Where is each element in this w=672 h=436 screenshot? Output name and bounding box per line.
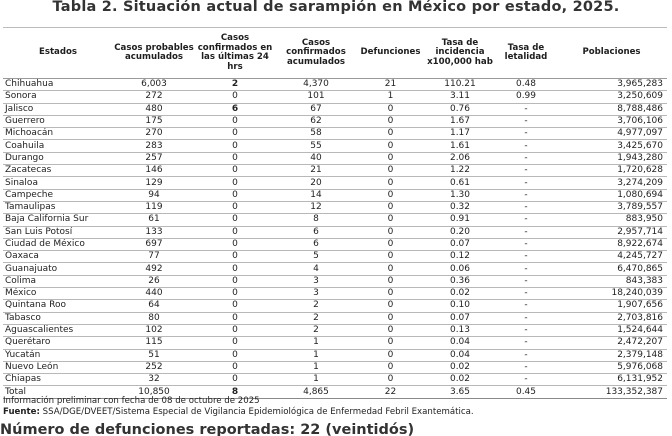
info-note: Información preliminar con fecha de 08 de octubre de 2025 — [3, 396, 260, 406]
cell-tasa-incidencia: 1.30 — [424, 189, 496, 201]
cell-casos-probables: 283 — [113, 140, 195, 152]
cell-tasa-letalidad: - — [496, 349, 556, 361]
cell-estado: Zacatecas — [3, 165, 113, 177]
cell-casos-confirmados: 2 — [275, 312, 357, 324]
header-poblaciones: Poblaciones — [556, 28, 667, 79]
cell-estado: Tamaulipas — [3, 201, 113, 213]
cell-poblacion: 133,352,387 — [556, 386, 667, 398]
cell-casos-confirmados: 2 — [275, 324, 357, 336]
cell-casos-confirmados: 8 — [275, 214, 357, 226]
cell-defunciones: 0 — [357, 177, 424, 189]
cell-casos-24hrs: 0 — [195, 349, 275, 361]
cell-tasa-letalidad: - — [496, 177, 556, 189]
cell-tasa-incidencia: 0.13 — [424, 324, 496, 336]
cell-casos-confirmados: 62 — [275, 115, 357, 127]
cell-defunciones: 0 — [357, 128, 424, 140]
cell-tasa-letalidad: 0.45 — [496, 386, 556, 398]
cell-poblacion: 3,789,557 — [556, 201, 667, 213]
cell-estado: Guerrero — [3, 115, 113, 127]
cell-tasa-incidencia: 0.10 — [424, 300, 496, 312]
header-defunciones: Defunciones — [357, 28, 424, 79]
cell-casos-24hrs: 0 — [195, 177, 275, 189]
cell-tasa-incidencia: 3.11 — [424, 91, 496, 103]
table-row — [3, 288, 667, 300]
cell-estado: Chiapas — [3, 374, 113, 386]
cell-casos-24hrs: 0 — [195, 238, 275, 250]
cell-tasa-incidencia: 0.07 — [424, 312, 496, 324]
cell-tasa-letalidad: - — [496, 226, 556, 238]
cell-defunciones: 0 — [357, 300, 424, 312]
table-row — [3, 238, 667, 250]
cell-tasa-letalidad: - — [496, 238, 556, 250]
cell-estado: Chihuahua — [3, 79, 113, 91]
cell-casos-probables: 440 — [113, 288, 195, 300]
cell-tasa-incidencia: 3.65 — [424, 386, 496, 398]
cell-poblacion: 3,425,670 — [556, 140, 667, 152]
cell-tasa-letalidad: - — [496, 103, 556, 115]
cell-poblacion: 843,383 — [556, 275, 667, 287]
cell-casos-probables: 115 — [113, 337, 195, 349]
cell-poblacion: 18,240,039 — [556, 288, 667, 300]
table-title: Tabla 2. Situación actual de sarampión en México por estado, 2025. — [52, 0, 620, 15]
cell-casos-probables: 480 — [113, 103, 195, 115]
cell-estado: Querétaro — [3, 337, 113, 349]
cell-tasa-incidencia: 1.22 — [424, 165, 496, 177]
table-row — [3, 226, 667, 238]
cell-tasa-incidencia: 0.04 — [424, 349, 496, 361]
cell-defunciones: 0 — [357, 115, 424, 127]
cell-defunciones: 0 — [357, 349, 424, 361]
cell-casos-confirmados: 5 — [275, 251, 357, 263]
cell-tasa-letalidad: - — [496, 165, 556, 177]
cell-tasa-incidencia: 1.61 — [424, 140, 496, 152]
cell-estado: México — [3, 288, 113, 300]
cell-defunciones: 21 — [357, 79, 424, 91]
table-row — [3, 115, 667, 127]
table-row — [3, 349, 667, 361]
cell-estado: Quintana Roo — [3, 300, 113, 312]
cell-casos-probables: 10,850 — [113, 386, 195, 398]
cell-casos-probables: 252 — [113, 361, 195, 373]
cell-casos-confirmados: 4,865 — [275, 386, 357, 398]
cell-casos-confirmados: 40 — [275, 152, 357, 164]
cell-casos-confirmados: 12 — [275, 201, 357, 213]
table-row — [3, 91, 667, 103]
cell-casos-probables: 133 — [113, 226, 195, 238]
header-estados: Estados — [3, 28, 113, 79]
cell-estado: Baja California Sur — [3, 214, 113, 226]
cell-defunciones: 1 — [357, 91, 424, 103]
cell-tasa-letalidad: - — [496, 324, 556, 336]
cell-casos-confirmados: 55 — [275, 140, 357, 152]
cell-tasa-letalidad: 0.48 — [496, 79, 556, 91]
table-row — [3, 214, 667, 226]
cell-defunciones: 0 — [357, 152, 424, 164]
cell-casos-24hrs: 0 — [195, 263, 275, 275]
cell-casos-24hrs: 0 — [195, 152, 275, 164]
cell-defunciones: 0 — [357, 238, 424, 250]
table-row — [3, 300, 667, 312]
cell-casos-24hrs: 0 — [195, 275, 275, 287]
cell-poblacion: 1,720,628 — [556, 165, 667, 177]
header-casos-probables: Casos probables acumulados — [113, 28, 195, 79]
table-row — [3, 103, 667, 115]
cell-poblacion: 883,950 — [556, 214, 667, 226]
cell-casos-confirmados: 1 — [275, 349, 357, 361]
cell-casos-probables: 175 — [113, 115, 195, 127]
cell-casos-24hrs: 0 — [195, 251, 275, 263]
cell-tasa-letalidad: 0.99 — [496, 91, 556, 103]
cell-casos-probables: 94 — [113, 189, 195, 201]
cell-poblacion: 4,977,097 — [556, 128, 667, 140]
cell-estado: Total — [3, 386, 113, 398]
cell-casos-confirmados: 4,370 — [275, 79, 357, 91]
cell-poblacion: 1,943,280 — [556, 152, 667, 164]
source-text: SSA/DGE/DVEET/Sistema Especial de Vigilancia Epidemiológica de Enfermedad Febril Exantemática. — [39, 406, 474, 417]
cell-defunciones: 0 — [357, 361, 424, 373]
cell-defunciones: 0 — [357, 263, 424, 275]
cell-casos-confirmados: 21 — [275, 165, 357, 177]
header-casos-24hrs: Casos confirmados en las últimas 24 hrs — [195, 28, 275, 79]
cell-defunciones: 0 — [357, 275, 424, 287]
cell-estado: Campeche — [3, 189, 113, 201]
cell-casos-confirmados: 4 — [275, 263, 357, 275]
cell-defunciones: 0 — [357, 312, 424, 324]
cell-poblacion: 4,245,727 — [556, 251, 667, 263]
table-row — [3, 79, 667, 91]
cell-casos-24hrs: 0 — [195, 201, 275, 213]
table-row — [3, 324, 667, 336]
header-tasa-incidencia: Tasa de incidencia x100,000 hab — [424, 28, 496, 79]
cell-casos-24hrs: 0 — [195, 214, 275, 226]
cell-estado: Coahuila — [3, 140, 113, 152]
cell-casos-probables: 119 — [113, 201, 195, 213]
cell-poblacion: 3,706,106 — [556, 115, 667, 127]
header-tasa-letalidad: Tasa de letalidad — [496, 28, 556, 79]
cell-tasa-incidencia: 0.02 — [424, 361, 496, 373]
cell-casos-confirmados: 67 — [275, 103, 357, 115]
table-row — [3, 312, 667, 324]
cell-tasa-letalidad: - — [496, 275, 556, 287]
cell-estado: Tabasco — [3, 312, 113, 324]
cell-tasa-incidencia: 0.06 — [424, 263, 496, 275]
cell-casos-24hrs: 0 — [195, 300, 275, 312]
cell-casos-confirmados: 20 — [275, 177, 357, 189]
cell-defunciones: 0 — [357, 165, 424, 177]
cell-casos-24hrs: 2 — [195, 79, 275, 91]
cell-estado: Colima — [3, 275, 113, 287]
cell-estado: Durango — [3, 152, 113, 164]
cell-estado: Jalisco — [3, 103, 113, 115]
cell-casos-probables: 697 — [113, 238, 195, 250]
cell-casos-24hrs: 0 — [195, 226, 275, 238]
header-casos-confirmados: Casos confirmados acumulados — [275, 28, 357, 79]
cell-poblacion: 6,131,952 — [556, 374, 667, 386]
cell-tasa-letalidad: - — [496, 300, 556, 312]
cell-poblacion: 1,080,694 — [556, 189, 667, 201]
cell-poblacion: 2,379,148 — [556, 349, 667, 361]
table-body — [3, 79, 667, 399]
cell-casos-probables: 61 — [113, 214, 195, 226]
cell-estado: San Luis Potosí — [3, 226, 113, 238]
source-note — [3, 407, 669, 418]
cell-tasa-incidencia: 2.06 — [424, 152, 496, 164]
cell-tasa-incidencia: 0.12 — [424, 251, 496, 263]
table-row — [3, 374, 667, 386]
table-row — [3, 128, 667, 140]
cell-casos-24hrs: 0 — [195, 91, 275, 103]
cell-defunciones: 0 — [357, 201, 424, 213]
cell-defunciones: 0 — [357, 214, 424, 226]
cell-tasa-letalidad: - — [496, 263, 556, 275]
cell-poblacion: 6,470,865 — [556, 263, 667, 275]
cell-casos-probables: 146 — [113, 165, 195, 177]
cell-estado: Yucatán — [3, 349, 113, 361]
table-row — [3, 337, 667, 349]
cell-casos-24hrs: 0 — [195, 374, 275, 386]
cell-tasa-letalidad: - — [496, 312, 556, 324]
table-row — [3, 165, 667, 177]
table-row — [3, 177, 667, 189]
table-row — [3, 275, 667, 287]
cell-tasa-incidencia: 110.21 — [424, 79, 496, 91]
cell-casos-confirmados: 1 — [275, 337, 357, 349]
table-row — [3, 189, 667, 201]
cell-casos-probables: 257 — [113, 152, 195, 164]
cell-casos-confirmados: 3 — [275, 275, 357, 287]
table-row — [3, 152, 667, 164]
cell-tasa-letalidad: - — [496, 201, 556, 213]
cell-poblacion: 3,250,609 — [556, 91, 667, 103]
cell-defunciones: 0 — [357, 337, 424, 349]
cell-tasa-incidencia: 0.04 — [424, 337, 496, 349]
cell-poblacion: 8,922,674 — [556, 238, 667, 250]
cell-casos-24hrs: 0 — [195, 288, 275, 300]
cell-tasa-letalidad: - — [496, 361, 556, 373]
cell-tasa-incidencia: 0.91 — [424, 214, 496, 226]
cell-casos-confirmados: 6 — [275, 226, 357, 238]
cell-defunciones: 0 — [357, 251, 424, 263]
cell-casos-confirmados: 1 — [275, 361, 357, 373]
cell-poblacion: 1,907,656 — [556, 300, 667, 312]
cell-estado: Sonora — [3, 91, 113, 103]
cell-casos-24hrs: 0 — [195, 115, 275, 127]
cell-estado: Sinaloa — [3, 177, 113, 189]
cell-poblacion: 8,788,486 — [556, 103, 667, 115]
cell-casos-probables: 77 — [113, 251, 195, 263]
cell-tasa-letalidad: - — [496, 337, 556, 349]
cell-casos-24hrs: 6 — [195, 103, 275, 115]
cell-casos-24hrs: 8 — [195, 386, 275, 398]
measles-table — [3, 27, 667, 399]
cell-tasa-incidencia: 1.67 — [424, 115, 496, 127]
measles-table-container — [3, 27, 667, 399]
cell-tasa-letalidad: - — [496, 115, 556, 127]
cell-poblacion: 5,976,068 — [556, 361, 667, 373]
cell-tasa-incidencia: 0.02 — [424, 374, 496, 386]
cell-tasa-incidencia: 0.07 — [424, 238, 496, 250]
cell-tasa-letalidad: - — [496, 152, 556, 164]
cell-tasa-letalidad: - — [496, 288, 556, 300]
cell-estado: Michoacán — [3, 128, 113, 140]
cell-casos-probables: 492 — [113, 263, 195, 275]
cell-casos-probables: 64 — [113, 300, 195, 312]
cell-casos-confirmados: 14 — [275, 189, 357, 201]
cell-tasa-letalidad: - — [496, 251, 556, 263]
table-row — [3, 201, 667, 213]
cell-casos-confirmados: 101 — [275, 91, 357, 103]
cell-casos-probables: 129 — [113, 177, 195, 189]
table-header-row — [3, 28, 667, 79]
cell-casos-confirmados: 58 — [275, 128, 357, 140]
cell-casos-24hrs: 0 — [195, 140, 275, 152]
table-row — [3, 140, 667, 152]
cell-casos-24hrs: 0 — [195, 361, 275, 373]
cell-defunciones: 0 — [357, 374, 424, 386]
table-row — [3, 263, 667, 275]
cell-estado: Oaxaca — [3, 251, 113, 263]
cell-casos-confirmados: 2 — [275, 300, 357, 312]
cell-poblacion: 1,524,644 — [556, 324, 667, 336]
cell-tasa-letalidad: - — [496, 214, 556, 226]
cell-casos-24hrs: 0 — [195, 312, 275, 324]
cell-estado: Guanajuato — [3, 263, 113, 275]
cell-estado: Aguascalientes — [3, 324, 113, 336]
cell-casos-24hrs: 0 — [195, 337, 275, 349]
cell-casos-confirmados: 1 — [275, 374, 357, 386]
cell-poblacion: 2,703,816 — [556, 312, 667, 324]
cell-poblacion: 3,965,283 — [556, 79, 667, 91]
cell-tasa-letalidad: - — [496, 140, 556, 152]
cell-casos-probables: 51 — [113, 349, 195, 361]
cell-tasa-incidencia: 0.02 — [424, 288, 496, 300]
cell-casos-confirmados: 6 — [275, 238, 357, 250]
cell-tasa-incidencia: 0.61 — [424, 177, 496, 189]
cell-casos-probables: 26 — [113, 275, 195, 287]
cell-estado: Nuevo León — [3, 361, 113, 373]
cell-casos-confirmados: 3 — [275, 288, 357, 300]
cell-poblacion: 2,957,714 — [556, 226, 667, 238]
cell-casos-probables: 6,003 — [113, 79, 195, 91]
cell-defunciones: 0 — [357, 324, 424, 336]
cell-estado: Ciudad de México — [3, 238, 113, 250]
cell-poblacion: 3,274,209 — [556, 177, 667, 189]
deaths-summary-heading: Número de defunciones reportadas: 22 (veintidós) — [0, 422, 415, 436]
cell-defunciones: 0 — [357, 189, 424, 201]
cell-tasa-incidencia: 1.17 — [424, 128, 496, 140]
cell-defunciones: 0 — [357, 288, 424, 300]
cell-tasa-incidencia: 0.36 — [424, 275, 496, 287]
cell-defunciones: 22 — [357, 386, 424, 398]
cell-casos-24hrs: 0 — [195, 189, 275, 201]
cell-tasa-letalidad: - — [496, 374, 556, 386]
cell-tasa-letalidad: - — [496, 128, 556, 140]
table-notes — [3, 396, 669, 417]
cell-tasa-incidencia: 0.20 — [424, 226, 496, 238]
cell-defunciones: 0 — [357, 103, 424, 115]
cell-defunciones: 0 — [357, 140, 424, 152]
cell-casos-24hrs: 0 — [195, 165, 275, 177]
cell-tasa-letalidad: - — [496, 189, 556, 201]
cell-defunciones: 0 — [357, 226, 424, 238]
cell-casos-probables: 270 — [113, 128, 195, 140]
cell-tasa-incidencia: 0.32 — [424, 201, 496, 213]
cell-casos-probables: 80 — [113, 312, 195, 324]
table-row — [3, 251, 667, 263]
cell-poblacion: 2,472,207 — [556, 337, 667, 349]
cell-tasa-incidencia: 0.76 — [424, 103, 496, 115]
cell-casos-probables: 272 — [113, 91, 195, 103]
cell-casos-24hrs: 0 — [195, 128, 275, 140]
cell-casos-24hrs: 0 — [195, 324, 275, 336]
table-row — [3, 361, 667, 373]
cell-casos-probables: 32 — [113, 374, 195, 386]
source-label: Fuente: — [3, 406, 40, 417]
cell-casos-probables: 102 — [113, 324, 195, 336]
